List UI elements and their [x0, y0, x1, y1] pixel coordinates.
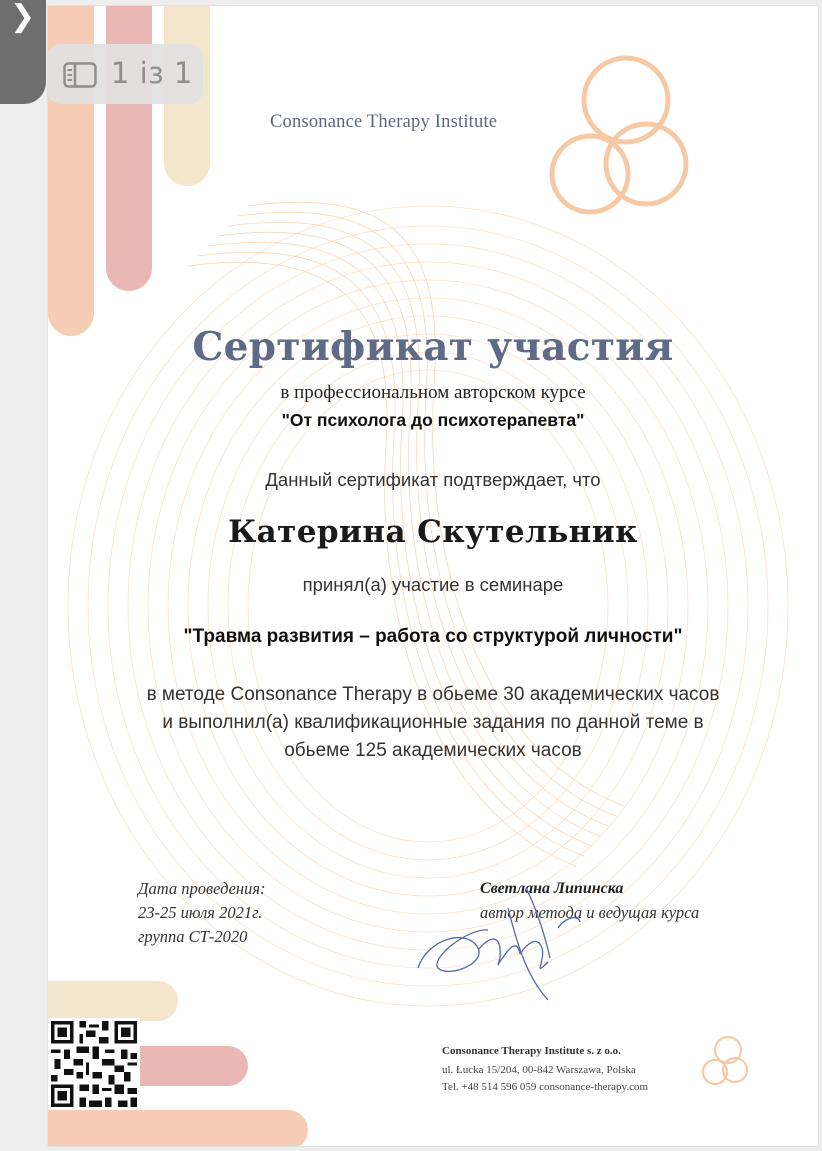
page-panel-icon — [63, 62, 97, 88]
footer-address: ul. Łucka 15/204, 00-842 Warszawa, Polska — [442, 1064, 636, 1076]
hours-line-2: и выполнил(а) квалификационные задания по данной теме в — [162, 712, 704, 733]
signer-name: Светлана Липинска — [480, 880, 624, 897]
rings-logo-icon — [534, 46, 694, 216]
certificate-page — [48, 6, 818, 1146]
course-name: "От психолога до психотерапевта" — [281, 410, 585, 430]
footer-rings-logo-icon — [698, 1034, 754, 1090]
institute-name: Consonance Therapy Institute — [270, 112, 498, 132]
signer-role: автор метода и ведущая курса — [480, 903, 700, 922]
hours-line-1: в методе Consonance Therapy в обьеме 30 академических часов — [146, 684, 720, 705]
qr-code-icon — [48, 1018, 140, 1110]
course-intro: в профессиональном авторском курсе — [280, 382, 586, 403]
signature-icon — [408, 868, 588, 1008]
participation-text: принял(а) участие в семинаре — [302, 574, 564, 595]
chevron-right-icon: ❯ — [10, 0, 36, 34]
confirmation-text: Данный сертификат подтверждает, что — [265, 469, 601, 490]
footer-company: Consonance Therapy Institute s. z o.o. — [442, 1045, 621, 1057]
hours-line-3: обьеме 125 академических часов — [284, 740, 582, 761]
seminar-name: "Травма развития – работа со структурой личности" — [183, 626, 683, 647]
group-label: группа СТ-2020 — [138, 927, 248, 946]
recipient-name: Катерина Скутельник — [228, 514, 638, 550]
page-indicator[interactable] — [47, 44, 203, 104]
footer-contact: Tel. +48 514 596 059 consonance-therapy.com — [442, 1081, 649, 1093]
certificate-title: Сертификат участия — [192, 324, 674, 370]
page-count-label: 1 із 1 — [111, 56, 193, 90]
back-button[interactable] — [0, 0, 46, 104]
date-label: Дата проведения: — [138, 879, 266, 898]
date-value: 23-25 июля 2021г. — [138, 903, 263, 922]
